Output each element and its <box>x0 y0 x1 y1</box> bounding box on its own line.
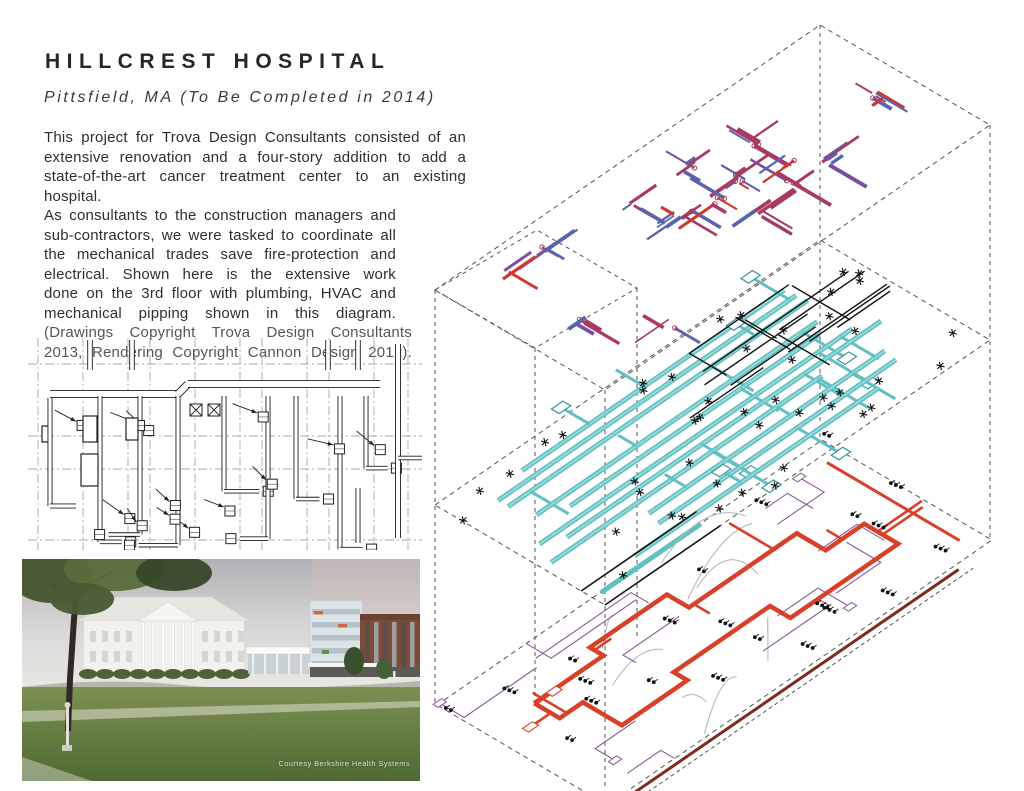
page-title: HILLCREST HOSPITAL <box>45 50 391 74</box>
floor-plan-svg <box>28 338 422 550</box>
photo-caption: Courtesy Berkshire Health Systems <box>278 759 410 768</box>
description-paragraph-2: As consultants to the construction managers and sub-contractors, we were tasked to coordinate all the mechanical trades save fire-protection and electrical. Shown here is the extensive work done on the 3rd floor with plumbing, HVAC and mechanical pipping shown in this diagram. <box>44 207 396 322</box>
floor-plan-drawing <box>28 338 422 550</box>
description-paragraph-1: This project for Trova Design Consultants consisted of an extensive renovation and a four-story addition to add a state-of-the-art cancer treatment center to an existing hospital. <box>44 129 466 205</box>
exploded-axonometric-diagram <box>424 6 1024 791</box>
copyright-note: (Drawings Copyright Trova Design Consultants 2013, Rendering Copyright Cannon Design 2012). <box>44 324 412 361</box>
project-description <box>44 128 466 362</box>
page-subtitle: Pittsfield, MA (To Be Completed in 2014) <box>44 89 436 107</box>
rendering-illustration <box>22 559 420 781</box>
exploded-axonometric-svg <box>424 6 1024 791</box>
hospital-rendering-photo <box>22 559 420 781</box>
